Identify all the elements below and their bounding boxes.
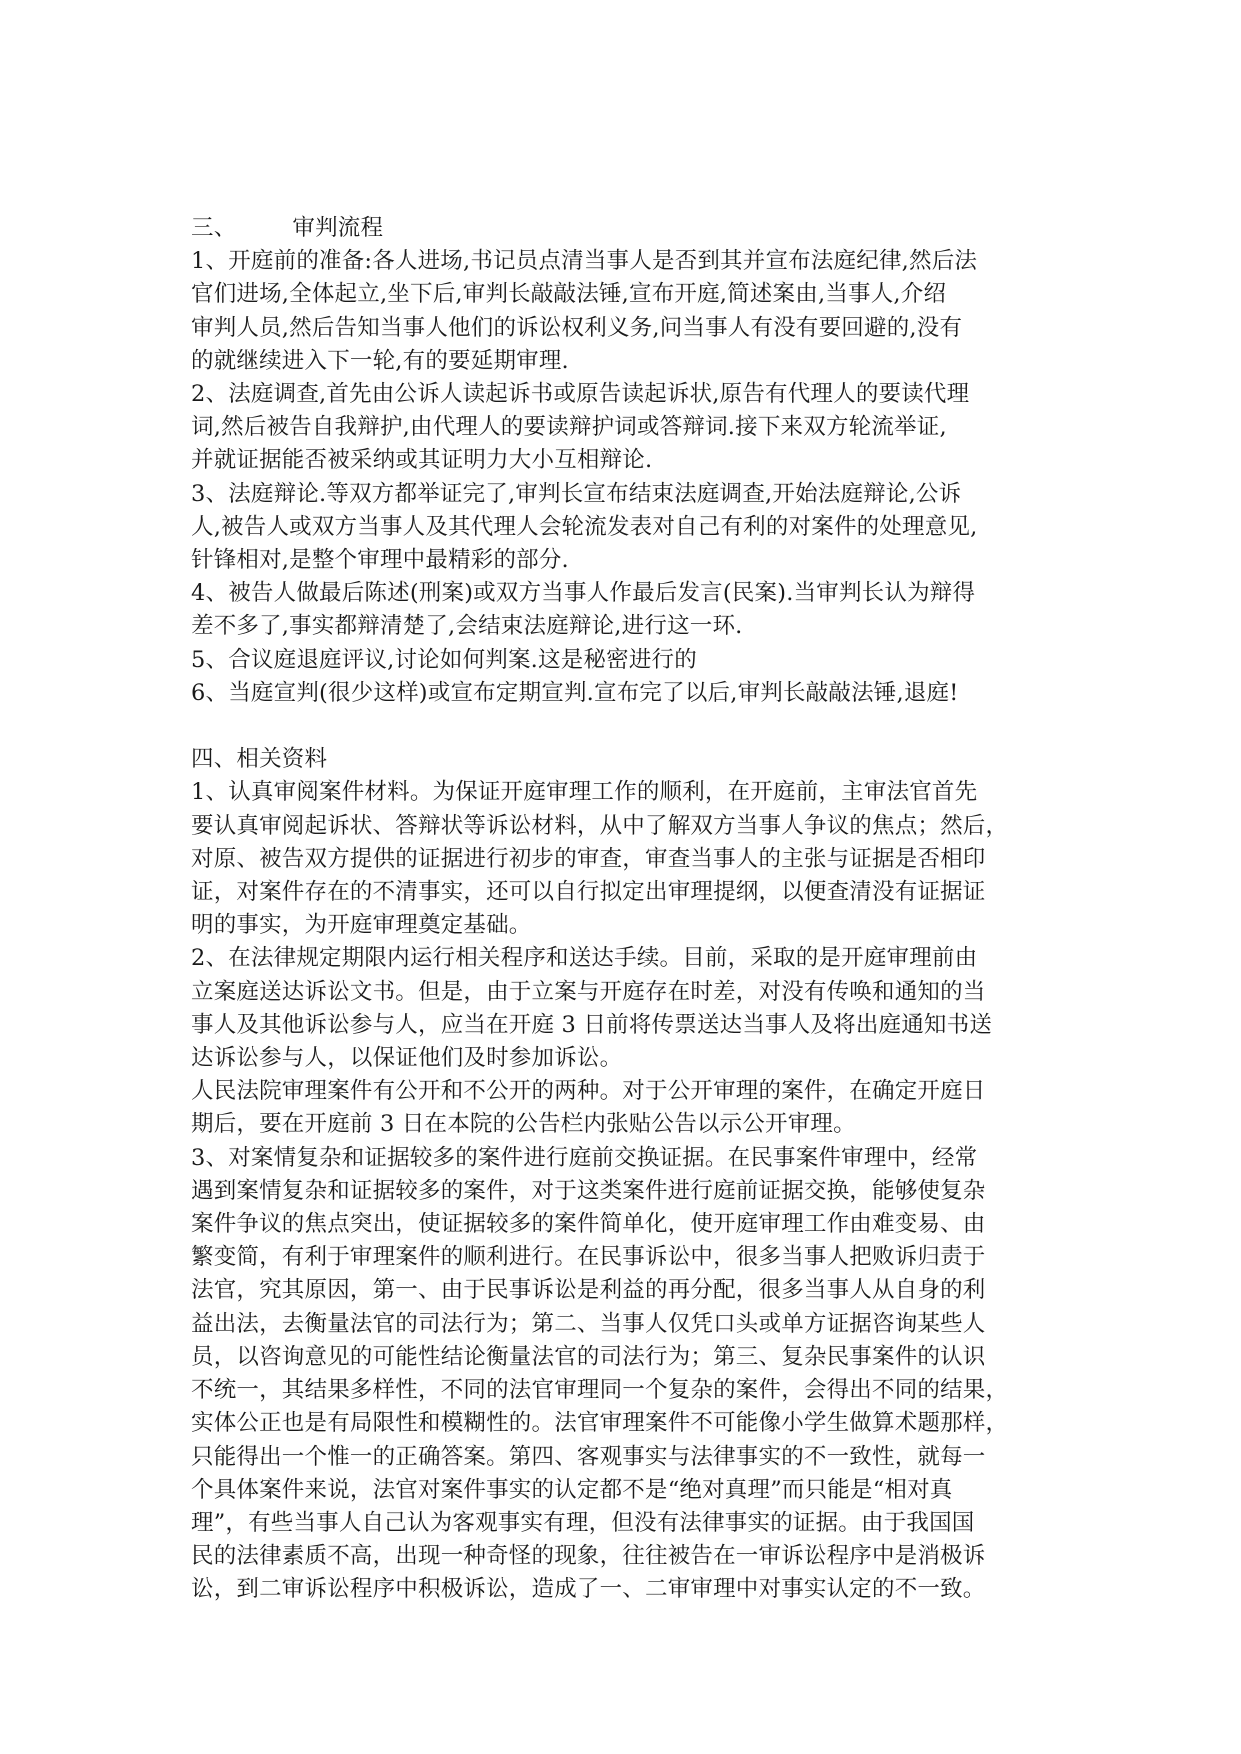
text-line: 期后，要在开庭前 3 日在本院的公告栏内张贴公告以示公开审理。 xyxy=(191,1111,856,1138)
text-line: 立案庭送达诉讼文书。但是，由于立案与开庭存在时差，对没有传唤和通知的当 xyxy=(191,978,986,1005)
text-line: 繁变简，有利于审理案件的顺利进行。在民事诉讼中，很多当事人把败诉归责于 xyxy=(191,1244,986,1271)
text-line: 3、对案情复杂和证据较多的案件进行庭前交换证据。在民事案件审理中，经常 xyxy=(191,1144,978,1171)
text-line: 只能得出一个惟一的正确答案。第四、客观事实与法律事实的不一致性，就每一 xyxy=(191,1443,986,1470)
text-line: 针锋相对,是整个审理中最精彩的部分. xyxy=(191,547,569,574)
text-line: 官们进场,全体起立,坐下后,审判长敲敲法锤,宣布开庭,简述案由,当事人,介绍 xyxy=(191,281,947,308)
section-4-heading: 四、相关资料 xyxy=(191,746,328,773)
text-line: 明的事实，为开庭审理奠定基础。 xyxy=(191,912,532,939)
text-line: 审判人员,然后告知当事人他们的诉讼权利义务,问当事人有没有要回避的,没有 xyxy=(191,314,963,341)
text-line: 差不多了,事实都辩清楚了,会结束法庭辩论,进行这一环. xyxy=(191,613,743,640)
text-line: 2、在法律规定期限内运行相关程序和送达手续。目前，采取的是开庭审理前由 xyxy=(191,945,978,972)
section-3-heading-title: 审判流程 xyxy=(292,215,384,241)
text-line: 5、合议庭退庭评议,讨论如何判案.这是秘密进行的 xyxy=(191,646,697,673)
text-line: 益出法，去衡量法官的司法行为；第二、当事人仅凭口头或单方证据咨询某些人 xyxy=(191,1310,986,1337)
text-line: 6、当庭宣判(很少这样)或宣布定期宣判.宣布完了以后,审判长敲敲法锤,退庭! xyxy=(191,679,959,706)
text-line: 人,被告人或双方当事人及其代理人会轮流发表对自己有利的对案件的处理意见, xyxy=(191,513,978,540)
text-line: 4、被告人做最后陈述(刑案)或双方当事人作最后发言(民案).当审判长认为辩得 xyxy=(191,580,976,607)
text-line: 民的法律素质不高，出现一种奇怪的现象，往往被告在一审诉讼程序中是消极诉 xyxy=(191,1543,986,1570)
section-3-heading-number: 三、 xyxy=(191,215,237,241)
text-line: 案件争议的焦点突出，使证据较多的案件简单化，使开庭审理工作由难变易、由 xyxy=(191,1211,986,1238)
text-line: 达诉讼参与人，以保证他们及时参加诉讼。 xyxy=(191,1045,623,1072)
text-line: 对原、被告双方提供的证据进行初步的审查，审查当事人的主张与证据是否相印 xyxy=(191,845,986,872)
text-line: 事人及其他诉讼参与人，应当在开庭 3 日前将传票送达当事人及将出庭通知书送 xyxy=(191,1011,993,1038)
text-line: 讼，到二审诉讼程序中积极诉讼，造成了一、二审审理中对事实认定的不一致。 xyxy=(191,1576,986,1603)
text-line: 1、开庭前的准备:各人进场,书记员点清当事人是否到其并宣布法庭纪律,然后法 xyxy=(191,248,978,275)
text-line: 不统一，其结果多样性，不同的法官审理同一个复杂的案件，会得出不同的结果， xyxy=(191,1377,1009,1404)
text-line: 遇到案情复杂和证据较多的案件，对于这类案件进行庭前证据交换，能够使复杂 xyxy=(191,1177,986,1204)
text-line: 2、法庭调查,首先由公诉人读起诉书或原告读起诉状,原告有代理人的要读代理 xyxy=(191,381,970,408)
text-line: 3、法庭辩论.等双方都举证完了,审判长宣布结束法庭调查,开始法庭辩论,公诉 xyxy=(191,480,962,507)
text-line: 人民法院审理案件有公开和不公开的两种。对于公开审理的案件，在确定开庭日 xyxy=(191,1078,986,1105)
text-line: 的就继续进入下一轮,有的要延期审理. xyxy=(191,347,569,374)
text-line: 实体公正也是有局限性和模糊性的。法官审理案件不可能像小学生做算术题那样， xyxy=(191,1410,1009,1437)
text-line: 1、认真审阅案件材料。为保证开庭审理工作的顺利，在开庭前，主审法官首先 xyxy=(191,779,978,806)
text-line: 证，对案件存在的不清事实，还可以自行拟定出审理提纲，以便查清没有证据证 xyxy=(191,879,986,906)
text-line: 理”，有些当事人自己认为客观事实有理，但没有法律事实的证据。由于我国国 xyxy=(191,1509,975,1536)
blank-line xyxy=(191,710,1061,743)
text-line: 员，以咨询意见的可能性结论衡量法官的司法行为；第三、复杂民事案件的认识 xyxy=(191,1343,986,1370)
text-line: 词,然后被告自我辩护,由代理人的要读辩护词或答辩词.接下来双方轮流举证, xyxy=(191,414,947,441)
document-page xyxy=(191,212,1061,1607)
text-line: 要认真审阅起诉状、答辩状等诉讼材料，从中了解双方当事人争议的焦点；然后， xyxy=(191,812,1009,839)
text-line: 个具体案件来说，法官对案件事实的认定都不是“绝对真理”而只能是“相对真 xyxy=(191,1476,953,1503)
section-3-heading xyxy=(191,212,1061,245)
text-line: 并就证据能否被采纳或其证明力大小互相辩论. xyxy=(191,447,653,474)
text-line: 法官，究其原因，第一、由于民事诉讼是利益的再分配，很多当事人从自身的利 xyxy=(191,1277,986,1304)
